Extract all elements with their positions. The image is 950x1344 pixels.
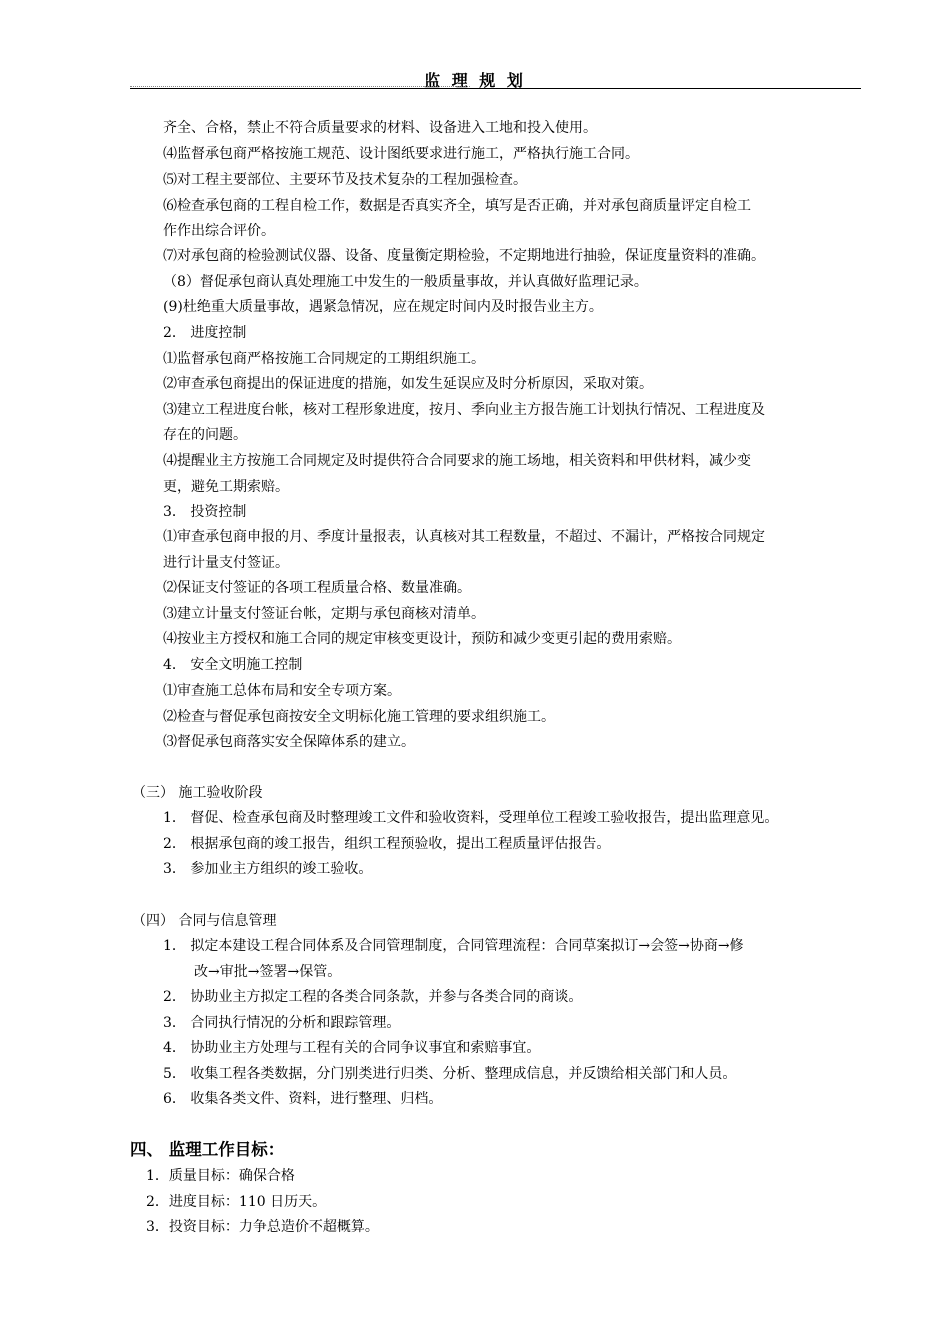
list-item: 1．质量目标：确保合格 xyxy=(146,1168,295,1184)
paragraph-line: ⑷按业主方授权和施工合同的规定审核变更设计，预防和减少变更引起的费用索赔。 xyxy=(163,631,681,647)
paragraph-line: ⑴审查承包商申报的月、季度计量报表，认真核对其工程数量，不超过、不漏计，严格按合同规定 xyxy=(163,529,765,545)
list-item: 2． 协助业主方拟定工程的各类合同条款，并参与各类合同的商谈。 xyxy=(163,989,583,1005)
paragraph-line: 作作出综合评价。 xyxy=(163,223,275,239)
section-heading-contract: （四） 合同与信息管理 xyxy=(132,913,277,929)
section-heading-goals: 四、 监理工作目标： xyxy=(130,1140,285,1159)
list-item: 3． 参加业主方组织的竣工验收。 xyxy=(163,861,373,877)
list-item: 2． 根据承包商的竣工报告，组织工程预验收，提出工程质量评估报告。 xyxy=(163,836,611,852)
paragraph-line: 存在的问题。 xyxy=(163,427,247,443)
paragraph-line: ⑺对承包商的检验测试仪器、设备、度量衡定期检验，不定期地进行抽验，保证度量资料的准确。 xyxy=(163,248,765,264)
paragraph-line: ⑷提醒业主方按施工合同规定及时提供符合合同要求的施工场地，相关资料和甲供材料，减少变 xyxy=(163,453,751,469)
paragraph-line: 齐全、合格，禁止不符合质量要求的材料、设备进入工地和投入使用。 xyxy=(163,120,597,136)
section-heading-acceptance: （三） 施工验收阶段 xyxy=(132,785,263,801)
list-item: 3． 合同执行情况的分析和跟踪管理。 xyxy=(163,1015,401,1031)
paragraph-line: ⑴审查施工总体布局和安全专项方案。 xyxy=(163,683,401,699)
paragraph-line: ⑶督促承包商落实安全保障体系的建立。 xyxy=(163,734,415,750)
list-item: 1． 拟定本建设工程合同体系及合同管理制度，合同管理流程：合同草案拟订→会签→协商→修 xyxy=(163,938,744,954)
list-item: 4． 协助业主方处理与工程有关的合同争议事宜和索赔事宜。 xyxy=(163,1040,541,1056)
paragraph-line: ⑵审查承包商提出的保证进度的措施，如发生延误应及时分析原因，采取对策。 xyxy=(163,376,653,392)
list-item: 5． 收集工程各类数据，分门别类进行归类、分析、整理成信息，并反馈给相关部门和人员。 xyxy=(163,1066,737,1082)
paragraph-line: (9)杜绝重大质量事故，遇紧急情况，应在规定时间内及时报告业主方。 xyxy=(163,299,603,315)
paragraph-line: ⑸对工程主要部位、主要环节及技术复杂的工程加强检查。 xyxy=(163,172,527,188)
paragraph-line: ⑹检查承包商的工程自检工作，数据是否真实齐全，填写是否正确，并对承包商质量评定自检工 xyxy=(163,198,751,214)
list-item: 2．进度目标：110 日历天。 xyxy=(146,1194,327,1210)
list-item-continuation: 改→审批→签署→保管。 xyxy=(194,964,342,980)
header-title: 监 理 规 划 xyxy=(424,71,526,90)
paragraph-line: 进行计量支付签证。 xyxy=(163,555,289,571)
paragraph-line: ⑷监督承包商严格按施工规范、设计图纸要求进行施工，严格执行施工合同。 xyxy=(163,146,639,162)
section-heading-investment: 3． 投资控制 xyxy=(163,504,247,520)
paragraph-line: ⑵检查与督促承包商按安全文明标化施工管理的要求组织施工。 xyxy=(163,709,555,725)
header-dotted-rule xyxy=(130,86,470,87)
paragraph-line: ⑵保证支付签证的各项工程质量合格、数量准确。 xyxy=(163,580,471,596)
list-item: 1． 督促、检查承包商及时整理竣工文件和验收资料，受理单位工程竣工验收报告，提出监理意见。 xyxy=(163,810,779,826)
list-item: 6． 收集各类文件、资料，进行整理、归档。 xyxy=(163,1091,443,1107)
paragraph-line: ⑶建立计量支付签证台帐，定期与承包商核对清单。 xyxy=(163,606,485,622)
section-heading-progress: 2． 进度控制 xyxy=(163,325,247,341)
header-rule xyxy=(130,88,861,89)
list-item: 3．投资目标：力争总造价不超概算。 xyxy=(146,1219,379,1235)
paragraph-line: 更，避免工期索赔。 xyxy=(163,479,289,495)
section-heading-safety: 4． 安全文明施工控制 xyxy=(163,657,303,673)
paragraph-line: ⑶建立工程进度台帐，核对工程形象进度，按月、季向业主方报告施工计划执行情况、工程进度及 xyxy=(163,402,765,418)
paragraph-line: （8）督促承包商认真处理施工中发生的一般质量事故，并认真做好监理记录。 xyxy=(163,274,648,290)
paragraph-line: ⑴监督承包商严格按施工合同规定的工期组织施工。 xyxy=(163,351,485,367)
